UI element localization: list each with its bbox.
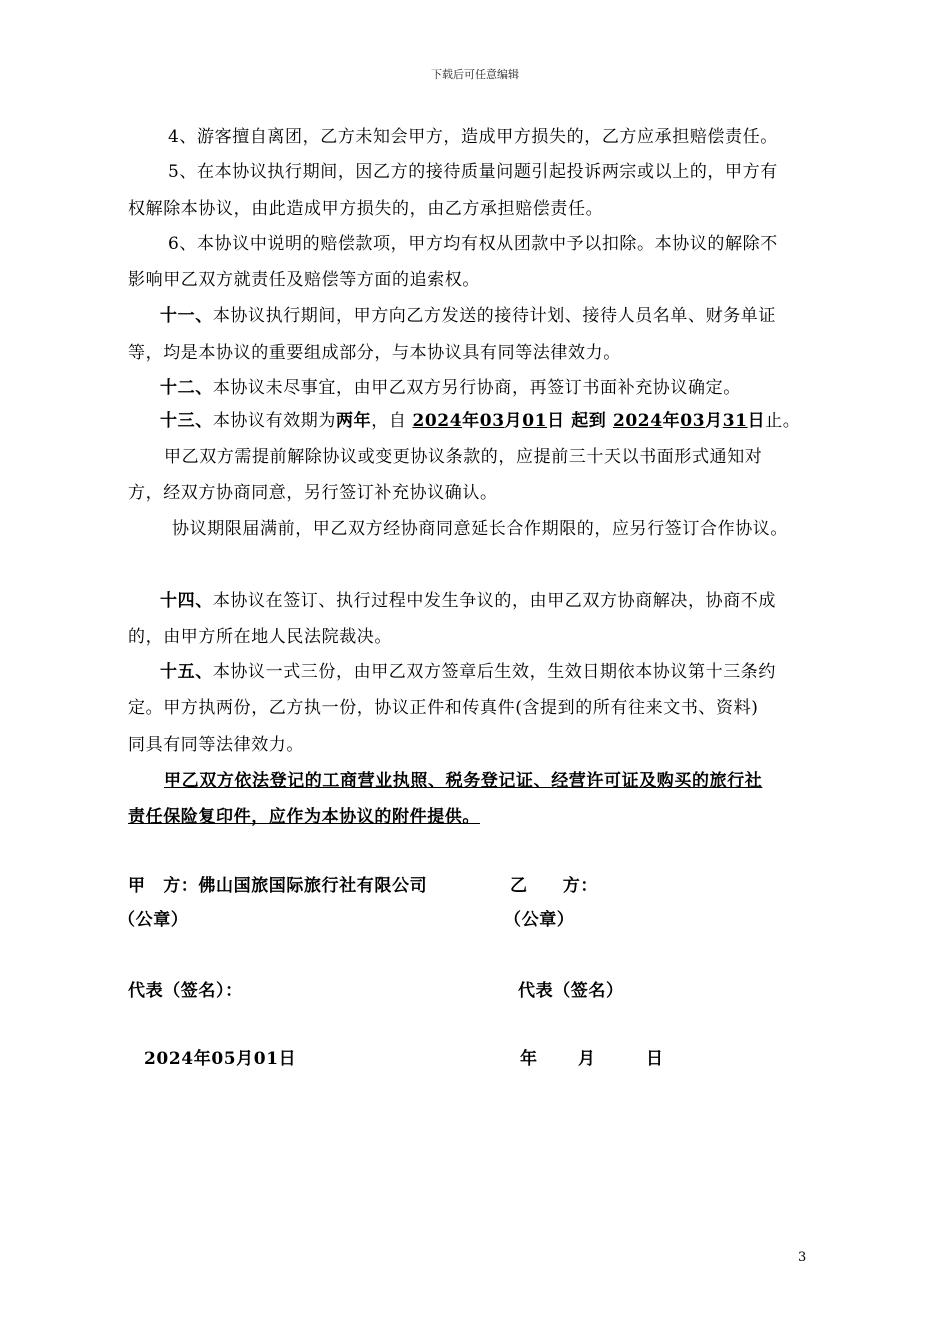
- section-11-heading: 十一、: [160, 306, 213, 326]
- section-11-text: 本协议执行期间，甲方向乙方发送的接待计划、接待人员名单、财务单证: [212, 306, 777, 326]
- clause-item-5-line-2: 权解除本协议，由此造成甲方损失的，由乙方承担赔偿责任。: [128, 199, 604, 219]
- end-year: 2024: [612, 411, 663, 431]
- end-month: 03: [680, 411, 706, 431]
- section-15-heading: 十五、: [160, 662, 213, 682]
- start-day-unit: 日 起到: [547, 411, 613, 431]
- section-15-line-3: 同具有同等法律效力。: [128, 735, 304, 755]
- section-12-heading: 十二、: [160, 378, 213, 398]
- section-15-text: 本协议一式三份，由甲乙双方签章后生效，生效日期依本协议第十三条约: [212, 662, 777, 682]
- validity-period: 两年: [336, 411, 372, 431]
- end-month-unit: 月: [705, 411, 723, 431]
- party-b-representative: 代表（签名）: [518, 981, 624, 1001]
- section-11-line-1: [160, 305, 776, 327]
- section-15-line-2: 定。甲方执两份，乙方执一份，协议正件和传真件(含提到的所有往来文书、资料): [128, 698, 759, 718]
- section-13-text: 本协议有效期为: [212, 411, 337, 431]
- section-14-line-2: 的，由甲方所在地人民法院裁决。: [128, 627, 392, 647]
- page-number: 3: [798, 1250, 807, 1265]
- section-12-text: 本协议未尽事宜，由甲乙双方另行协商，再签订书面补充协议确定。: [212, 378, 741, 398]
- section-14-text: 本协议在签订、执行过程中发生争议的，由甲乙双方协商解决，协商不成: [212, 591, 777, 611]
- party-b-date-year: 年: [520, 1049, 538, 1069]
- section-12: [160, 377, 741, 399]
- start-year-unit: 年: [462, 411, 480, 431]
- end-day-unit: 日: [747, 411, 766, 431]
- party-a-representative: 代表（签名）：: [128, 981, 243, 1001]
- party-a-date: 2024年05月01日: [144, 1049, 297, 1069]
- end-day: 31: [722, 411, 748, 431]
- party-b-date-day: 日: [646, 1049, 664, 1069]
- party-b-label: 乙 方：: [510, 876, 598, 896]
- clause-item-4: 4、游客擅自离团，乙方未知会甲方，造成甲方损失的，乙方应承担赔偿责任。: [168, 127, 778, 147]
- section-13-termination-line-1: 甲乙双方需提前解除协议或变更协议条款的，应提前三十天以书面形式通知对: [164, 447, 763, 467]
- end-year-unit: 年: [662, 411, 681, 431]
- attachment-note-line-2: 责任保险复印件，应作为本协议的附件提供。: [128, 807, 480, 827]
- party-a-seal: （公章）: [118, 910, 189, 930]
- section-13-heading: 十三、: [160, 411, 213, 431]
- attachment-note-line-1: 甲乙双方依法登记的工商营业执照、税务登记证、经营许可证及购买的旅行社: [164, 771, 763, 791]
- section-14-heading: 十四、: [160, 591, 213, 611]
- start-month-unit: 月: [504, 411, 523, 431]
- party-a-name: 佛山国旅国际旅行社有限公司: [198, 876, 428, 896]
- start-month: 03: [479, 411, 505, 431]
- start-year: 2024: [412, 411, 463, 431]
- section-13-renewal: 协议期限届满前，甲乙双方经协商同意延长合作期限的，应另行签订合作协议。: [172, 519, 788, 539]
- party-a-line: [128, 875, 427, 897]
- page-header: 下载后可任意编辑: [431, 68, 519, 81]
- party-a-label: 甲 方：: [128, 876, 199, 896]
- start-day: 01: [522, 411, 548, 431]
- party-b-date-month: 月: [578, 1049, 596, 1069]
- clause-item-6-line-2: 影响甲乙双方就责任及赔偿等方面的追索权。: [128, 270, 480, 290]
- section-15-line-1: [160, 661, 776, 683]
- section-11-line-2: 等，均是本协议的重要组成部分，与本协议具有同等法律效力。: [128, 343, 621, 363]
- section-13-termination-line-2: 方，经双方协商同意，另行签订补充协议确认。: [128, 483, 498, 503]
- clause-item-6-line-1: 6、本协议中说明的赔偿款项，甲方均有权从团款中予以扣除。本协议的解除不: [168, 234, 778, 254]
- party-b-seal: （公章）: [504, 910, 575, 930]
- section-14-line-1: [160, 590, 776, 612]
- section-13-tail: 止。: [765, 411, 801, 431]
- section-13-text-from: ，自: [371, 411, 413, 431]
- section-13: [160, 410, 800, 432]
- clause-item-5-line-1: 5、在本协议执行期间，因乙方的接待质量问题引起投诉两宗或以上的，甲方有: [168, 162, 778, 182]
